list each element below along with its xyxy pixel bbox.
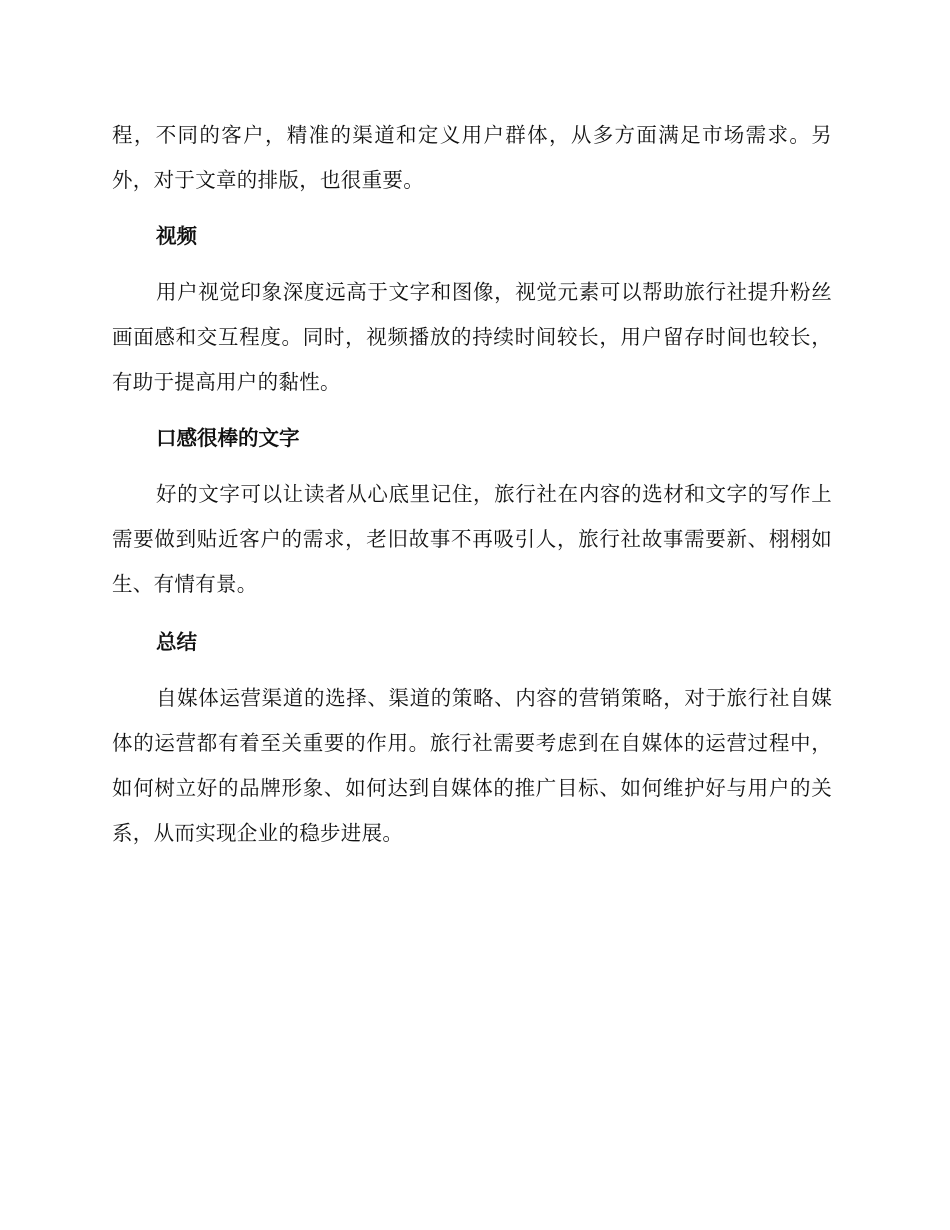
section-heading-text: 口感很棒的文字 [156,426,300,450]
section-heading-video: 视频 [156,224,197,248]
section-paragraph-video: 用户视觉印象深度远高于文字和图像，视觉元素可以帮助旅行社提升粉丝画面感和交互程度。同时，视频播放的持续时间较长，用户留存时间也较长，有助于提高用户的黏性。 [112,280,832,394]
section-paragraph-text: 好的文字可以让读者从心底里记住，旅行社在内容的选材和文字的写作上需要做到贴近客户的需求，老旧故事不再吸引人，旅行社故事需要新、栩栩如生、有情有景。 [112,482,832,596]
section-paragraph-summary: 自媒体运营渠道的选择、渠道的策略、内容的营销策略，对于旅行社自媒体的运营都有着至关重要的作用。旅行社需要考虑到在自媒体的运营过程中，如何树立好的品牌形象、如何达到自媒体的推广目标、如何维护好与用户的关系，从而实现企业的稳步进展。 [112,686,832,845]
document-body [112,113,832,856]
intro-paragraph-continuation: 程，不同的客户，精准的渠道和定义用户群体，从多方面满足市场需求。另外，对于文章的排版，也很重要。 [112,123,832,192]
section-heading-summary: 总结 [156,630,197,654]
